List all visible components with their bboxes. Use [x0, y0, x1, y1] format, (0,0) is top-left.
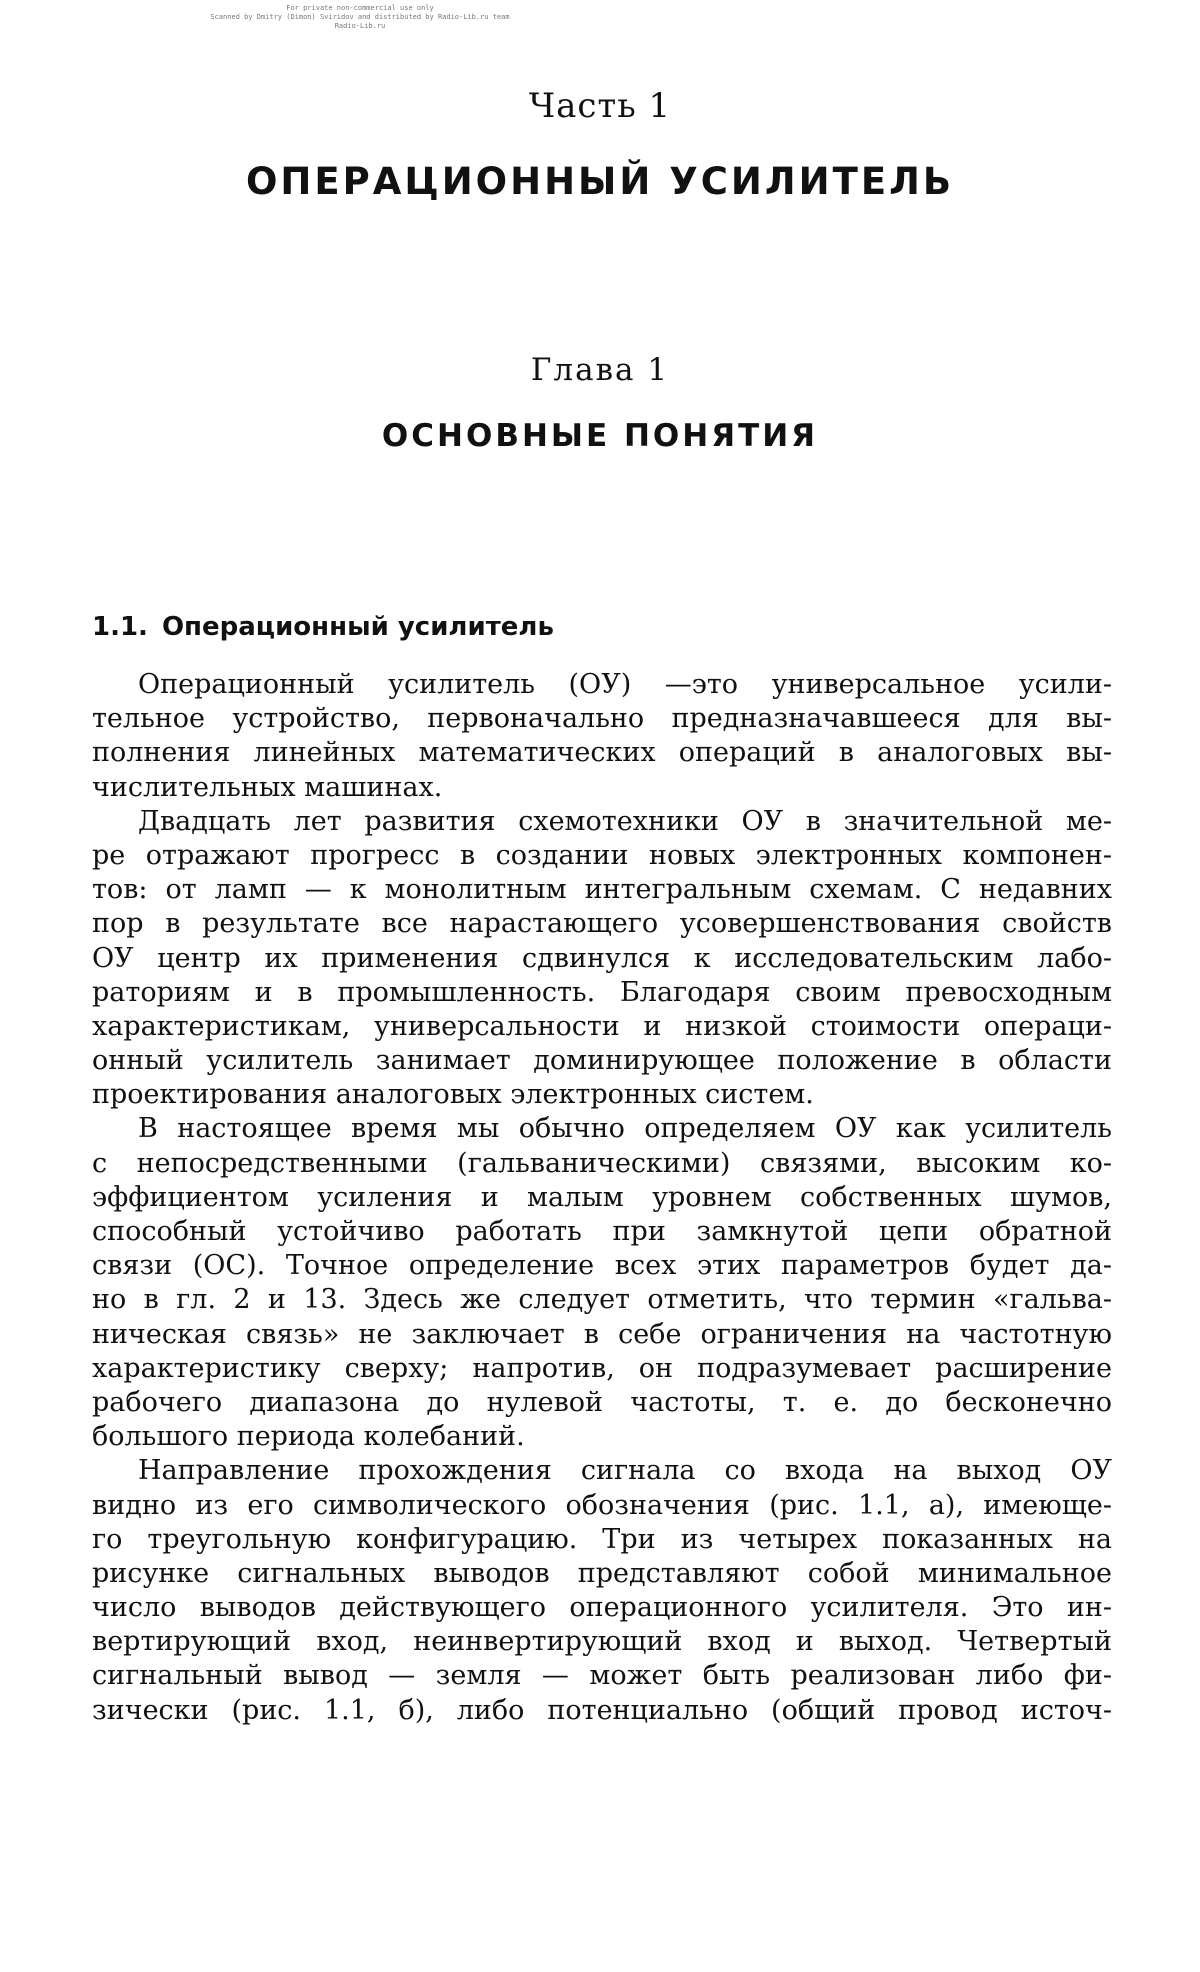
text-line: но в гл. 2 и 13. Здесь же следует отметить, что термин «гальва- — [92, 1283, 1112, 1317]
text-line: рабочего диапазона до нулевой частоты, т. е. до бесконечно — [92, 1386, 1112, 1420]
part-label: Часть 1 — [0, 86, 1200, 126]
text-line: Направление прохождения сигнала со входа на выход ОУ — [92, 1454, 1112, 1488]
section-number: 1.1. — [92, 612, 148, 642]
text-line: онный усилитель занимает доминирующее положение в области — [92, 1044, 1112, 1078]
chapter-label: Глава 1 — [0, 352, 1200, 388]
text-line: число выводов действующего операционного усилителя. Это ин- — [92, 1591, 1112, 1625]
text-line: видно из его символического обозначения (рис. 1.1, а), имеюще- — [92, 1489, 1112, 1523]
text-line: способный устойчиво работать при замкнутой цепи обратной — [92, 1215, 1112, 1249]
text-line: числительных машинах. — [92, 771, 1112, 805]
text-line: связи (ОС). Точное определение всех этих параметров будет да- — [92, 1249, 1112, 1283]
section-title: Операционный усилитель — [162, 612, 554, 642]
text-line: ре отражают прогресс в создании новых электронных компонен- — [92, 839, 1112, 873]
text-line: характеристику сверху; напротив, он подразумевает расширение — [92, 1352, 1112, 1386]
section-heading — [92, 612, 554, 642]
text-line: вертирующий вход, неинвертирующий вход и выход. Четвертый — [92, 1625, 1112, 1659]
text-line: го треугольную конфигурацию. Три из четырех показанных на — [92, 1523, 1112, 1557]
text-line: полнения линейных математических операций в аналоговых вы- — [92, 736, 1112, 770]
text-line: зически (рис. 1.1, б), либо потенциально (общий провод источ- — [92, 1694, 1112, 1728]
text-line: с непосредственными (гальваническими) связями, высоким ко- — [92, 1147, 1112, 1181]
text-line: характеристикам, универсальности и низкой стоимости операци- — [92, 1010, 1112, 1044]
text-line: проектирования аналоговых электронных систем. — [92, 1078, 1112, 1112]
text-line: В настоящее время мы обычно определяем ОУ как усилитель — [92, 1112, 1112, 1146]
text-line: ОУ центр их применения сдвинулся к исследовательским лабо- — [92, 942, 1112, 976]
text-line: Операционный усилитель (ОУ) —это универсальное усили- — [92, 668, 1112, 702]
part-title: ОПЕРАЦИОННЫЙ УСИЛИТЕЛЬ — [0, 160, 1200, 203]
scan-watermark — [200, 4, 520, 31]
text-line: рисунке сигнальных выводов представляют собой минимальное — [92, 1557, 1112, 1591]
text-line: тельное устройство, первоначально предназначавшееся для вы- — [92, 702, 1112, 736]
text-line: эффициентом усиления и малым уровнем собственных шумов, — [92, 1181, 1112, 1215]
chapter-title: ОСНОВНЫЕ ПОНЯТИЯ — [0, 418, 1200, 454]
body-text — [92, 668, 1112, 1728]
text-line: тов: от ламп — к монолитным интегральным схемам. С недавних — [92, 873, 1112, 907]
text-line: Двадцать лет развития схемотехники ОУ в значительной ме- — [92, 805, 1112, 839]
text-line: большого периода колебаний. — [92, 1420, 1112, 1454]
watermark-line: Scanned by Dmitry (Dimon) Sviridov and distributed by Radio-Lib.ru team — [200, 13, 520, 22]
text-line: ническая связь» не заключает в себе ограничения на частотную — [92, 1318, 1112, 1352]
text-line: пор в результате все нарастающего усовершенствования свойств — [92, 907, 1112, 941]
text-line: раториям и в промышленность. Благодаря своим превосходным — [92, 976, 1112, 1010]
text-line: сигнальный вывод — земля — может быть реализован либо фи- — [92, 1659, 1112, 1693]
document-page — [0, 0, 1200, 1972]
watermark-line: Radio-Lib.ru — [200, 22, 520, 31]
watermark-line: For private non-commercial use only — [200, 4, 520, 13]
